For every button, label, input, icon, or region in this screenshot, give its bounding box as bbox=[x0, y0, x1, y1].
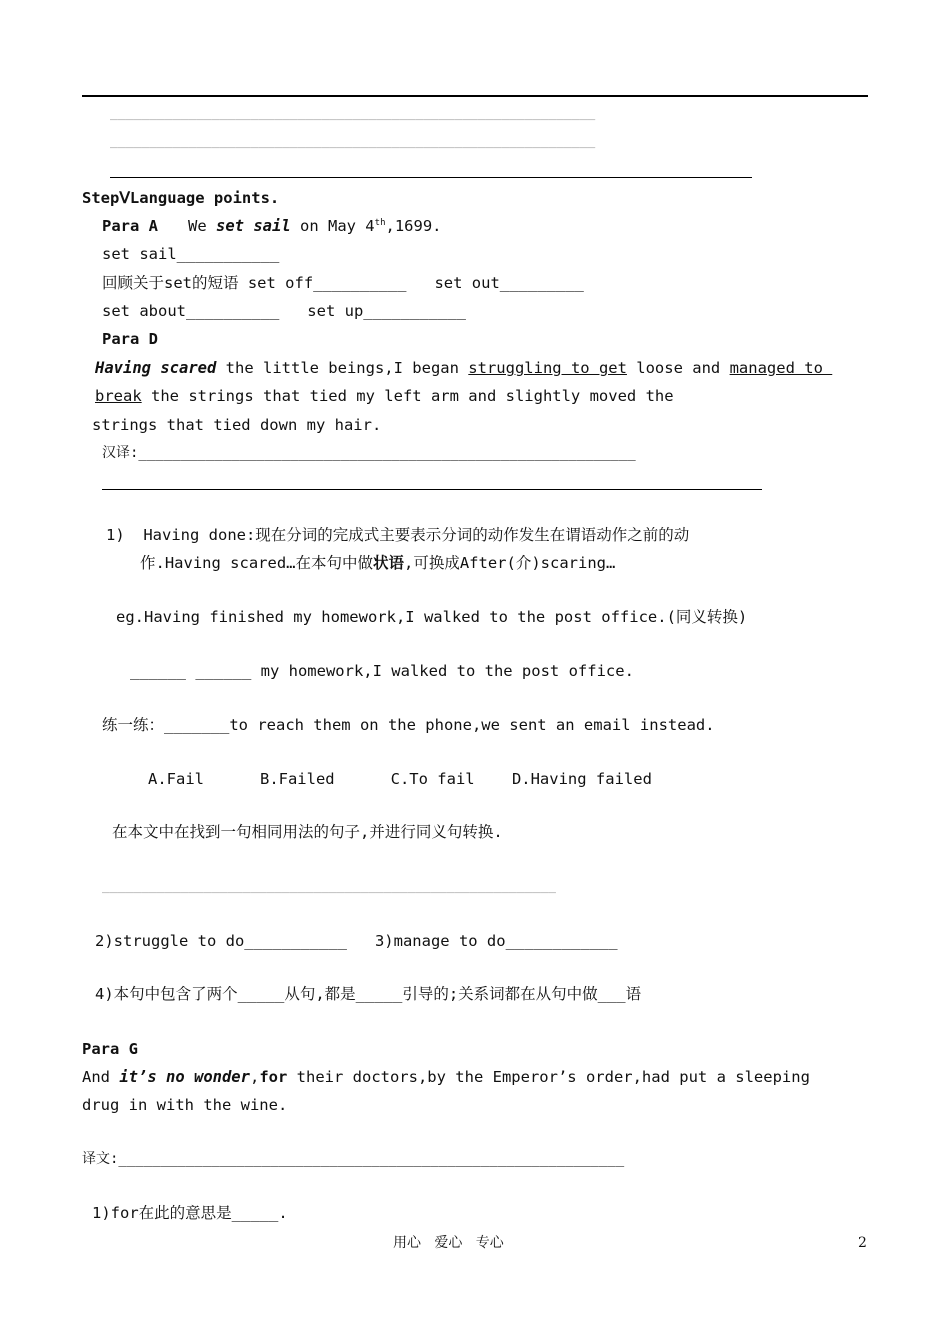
para-g-line-1-bold: for bbox=[259, 1068, 288, 1086]
para-d-line-1-u2: managed to bbox=[729, 359, 833, 377]
para-d-line-2-a: the strings that tied my left arm and slightly moved the bbox=[141, 387, 674, 405]
para-d-line-1-u1: struggling to get bbox=[468, 359, 627, 377]
page-number: 2 bbox=[858, 1235, 867, 1251]
point-1-line-b bbox=[140, 553, 615, 573]
set-about-up: set about__________ set up___________ bbox=[102, 302, 466, 320]
point-1-line-b-bold: 状语 bbox=[372, 554, 404, 572]
para-d-translate-line bbox=[102, 489, 762, 490]
para-a-sentence-pre: We bbox=[188, 217, 216, 235]
para-d-line-3: strings that tied down my hair. bbox=[92, 416, 382, 434]
para-d-translate: 汉译:___________________________________________________________ bbox=[102, 445, 636, 461]
para-a-sentence-post: ,1699. bbox=[385, 217, 442, 235]
para-d-line-1-em: Having scared bbox=[95, 359, 217, 377]
para-d-line-1 bbox=[95, 358, 832, 378]
find-sentence-blank: __________________________________________________________ bbox=[102, 879, 556, 894]
example-sentence: eg.Having finished my homework,I walked to the post office.(同义转换) bbox=[116, 608, 748, 626]
para-a-sentence bbox=[188, 216, 442, 236]
para-d-line-2-u: break bbox=[95, 387, 142, 405]
para-d-line-1-a: the little beings,I began bbox=[216, 359, 469, 377]
practice-question: 练一练：_______to reach them on the phone,we sent an email instead. bbox=[102, 716, 715, 734]
para-g-line-1-mid: , bbox=[249, 1068, 260, 1086]
example-blank: ______ ______ my homework,I walked to the post office. bbox=[130, 662, 634, 680]
find-sentence-instruction: 在本文中在找到一句相同用法的句子,并进行同义句转换. bbox=[112, 823, 503, 841]
point-1-line-a: 1) Having done:现在分词的完成式主要表示分词的动作发生在谓语动作之前的动 bbox=[106, 526, 690, 544]
para-g-line-1-em: it’s no wonder bbox=[119, 1068, 250, 1086]
set-sail-blank: set sail___________ bbox=[102, 245, 280, 263]
set-phrases-review: 回顾关于set的短语 set off__________ set out_________ bbox=[102, 274, 584, 292]
para-g-translate: 译文:____________________________________________________________ bbox=[82, 1151, 625, 1167]
para-d-line-2 bbox=[95, 386, 674, 406]
step-title: StepⅤLanguage points. bbox=[82, 189, 280, 207]
para-g-line-1-post: their doctors,by the Emperor’s order,had put a sleeping bbox=[287, 1068, 810, 1086]
header-rule bbox=[82, 95, 868, 97]
para-a-sentence-mid: on May 4 bbox=[290, 217, 375, 235]
para-a-label: Para A bbox=[102, 217, 158, 235]
points-2-3: 2)struggle to do___________ 3)manage to do____________ bbox=[95, 932, 618, 950]
answer-line-3 bbox=[110, 177, 752, 178]
point-1-line-b-post: ,可换成After(介)scaring… bbox=[404, 554, 616, 572]
para-g-label: Para G bbox=[82, 1040, 138, 1058]
para-g-line-2: drug in with the wine. bbox=[82, 1096, 288, 1114]
footer-motto: 用心 爱心 专心 bbox=[393, 1235, 504, 1251]
para-g-point-1: 1)for在此的意思是_____. bbox=[92, 1204, 288, 1222]
answer-line-1: ______________________________________________________________ bbox=[110, 106, 596, 121]
para-g-line-1 bbox=[82, 1067, 810, 1087]
point-4: 4)本句中包含了两个_____从句,都是_____引导的;关系词都在从句中做___语 bbox=[95, 985, 642, 1003]
para-d-line-1-b: loose and bbox=[626, 359, 730, 377]
para-d-label: Para D bbox=[102, 330, 158, 348]
practice-options: A.Fail B.Failed C.To fail D.Having failed bbox=[148, 770, 652, 788]
answer-line-2: ______________________________________________________________ bbox=[110, 134, 596, 149]
para-a-sentence-sup: th bbox=[374, 217, 386, 228]
point-1-line-b-pre: 作.Having scared…在本句中做 bbox=[140, 554, 373, 572]
para-g-line-1-pre: And bbox=[82, 1068, 120, 1086]
para-a-sentence-em: set sail bbox=[216, 217, 291, 235]
